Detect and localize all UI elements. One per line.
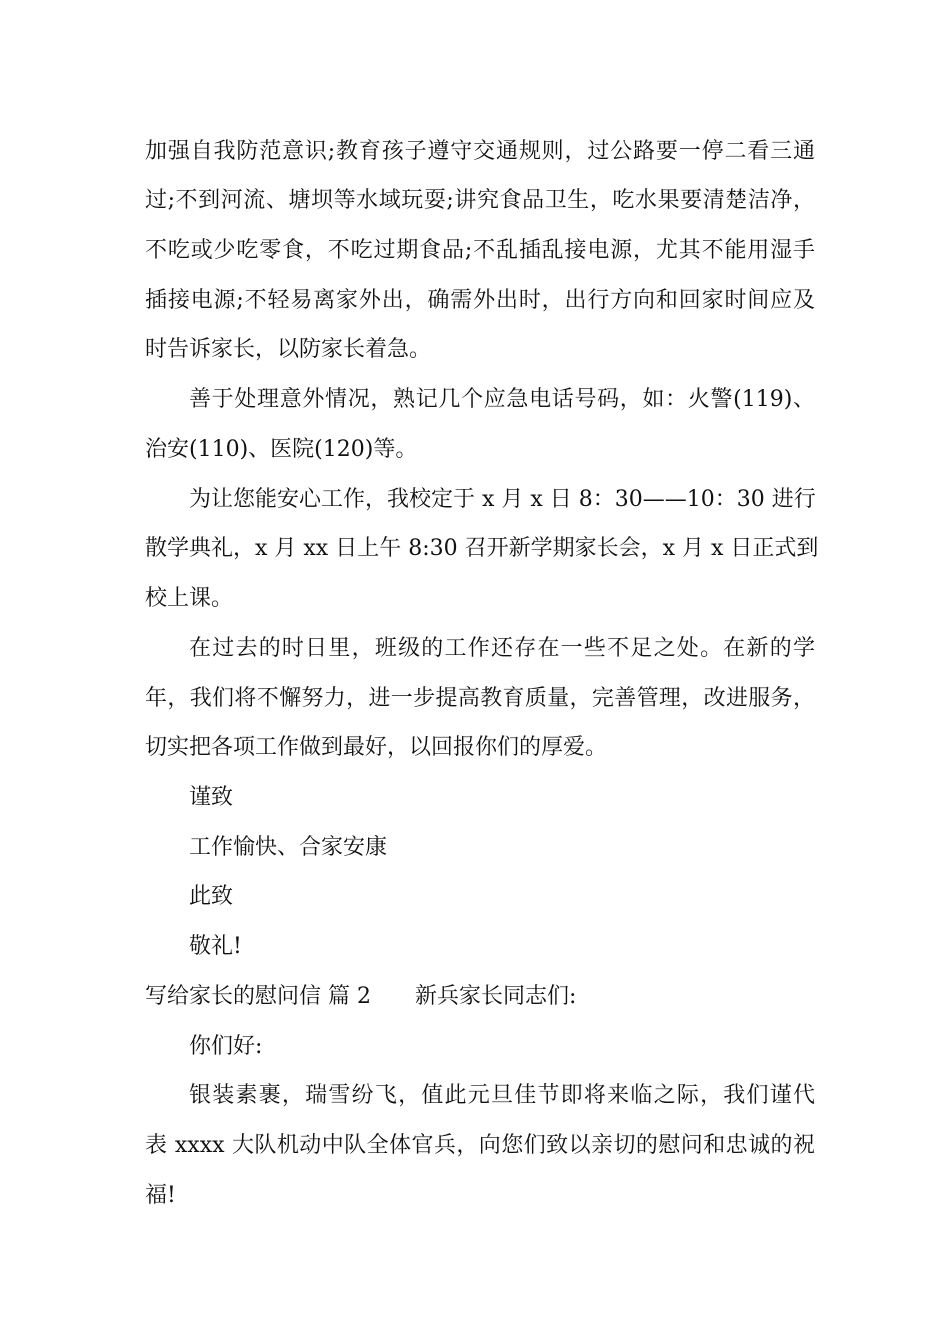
body-line: 治安(110)、医院(120)等。 [145,437,418,462]
body-line: 时告诉家长，以防家长着急。 [145,337,432,362]
letter-title: 写给家长的慰问信 篇 2 [145,984,371,1009]
body-line: 插接电源;不轻易离家外出，确需外出时，出行方向和回家时间应及 [145,288,815,313]
body-line: 切实把各项工作做到最好，以回报你们的厚爱。 [145,735,608,760]
closing-line: 此致 [189,884,234,909]
body-line: 福! [145,1183,176,1208]
body-line: 年，我们将不懈努力，进一步提高教育质量，完善管理，改进服务， [145,686,815,711]
body-line: 散学典礼，x 月 xx 日上午 8:30 召开新学期家长会，x 月 x 日正式到 [145,536,819,561]
body-line: 不吃或少吃零食，不吃过期食品;不乱插乱接电源，尤其不能用湿手 [145,238,815,263]
closing-line: 谨致 [189,785,234,810]
letter-salutation: 新兵家长同志们: [414,984,577,1009]
body-line: 为让您能安心工作，我校定于 x 月 x 日 8：30——10：30 进行 [189,487,816,512]
body-line: 善于处理意外情况，熟记几个应急电话号码，如：火警(119)、 [189,387,815,412]
body-line: 在过去的时日里，班级的工作还存在一些不足之处。在新的学 [189,636,815,661]
body-line: 加强自我防范意识;教育孩子遵守交通规则，过公路要一停二看三通 [145,139,815,164]
body-line: 表 xxxx 大队机动中队全体官兵，向您们致以亲切的慰问和忠诚的祝 [145,1133,815,1158]
closing-line: 工作愉快、合家安康 [189,835,388,860]
body-line: 校上课。 [145,586,234,611]
greeting-line: 你们好: [189,1034,263,1059]
section-heading [145,982,815,1012]
body-line: 银装素裹，瑞雪纷飞，值此元旦佳节即将来临之际，我们谨代 [189,1083,815,1108]
closing-line: 敬礼! [189,934,242,959]
body-line: 过;不到河流、塘坝等水域玩耍;讲究食品卫生，吃水果要清楚洁净， [145,188,815,213]
